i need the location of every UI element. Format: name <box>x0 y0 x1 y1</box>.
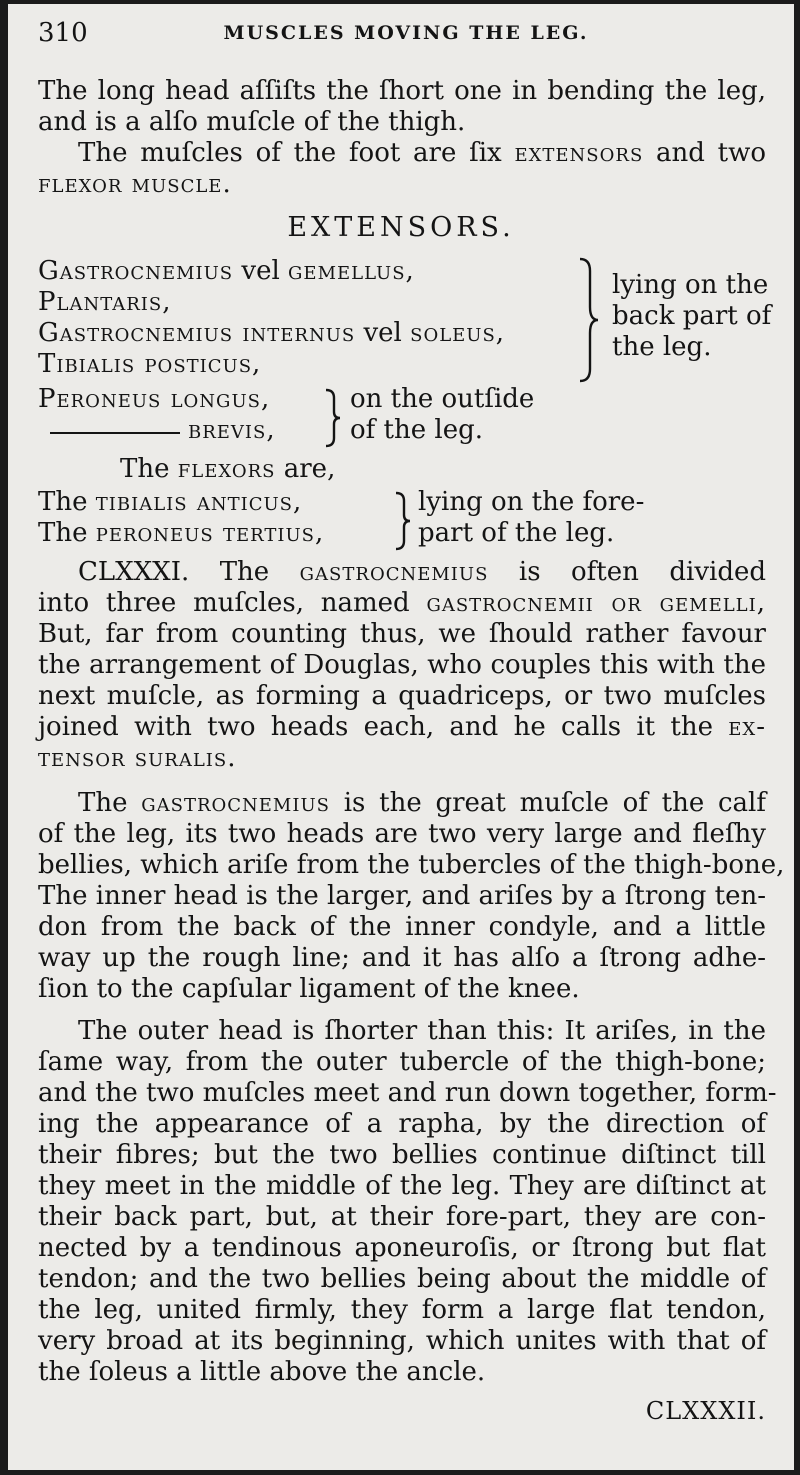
text-line: The gastrocnemius is the great muſcle of the calf <box>78 788 766 818</box>
text-line: flexor muscle. <box>38 169 232 199</box>
text-line: and the two muſcles meet and run down together, form- <box>38 1078 777 1108</box>
brace-note: part of the leg. <box>418 518 615 548</box>
section-heading-extensors: EXTENSORS. <box>287 212 515 243</box>
text-line: ſion to the capſular ligament of the knee. <box>38 974 580 1004</box>
list-item: Peroneus longus, <box>38 384 271 414</box>
book-page <box>8 4 794 1470</box>
text-line: way up the rough line; and it has alſo a ſtrong adhe- <box>38 943 766 973</box>
text-line: The inner head is the larger, and ariſes by a ſtrong ten- <box>38 881 766 911</box>
text-line: their fibres; but the two bellies continue diſtinct till <box>38 1140 766 1170</box>
text-line: CLXXXI. The gastrocnemius is often divided <box>78 557 767 587</box>
running-head: MUSCLES MOVING THE LEG. <box>223 22 589 44</box>
text-line: next muſcle, as forming a quadriceps, or two muſcles <box>38 681 766 711</box>
text-line: The long head aſſiſts the ſhort one in bending the leg, <box>38 76 766 106</box>
text-line: very broad at its beginning, which unites with that of <box>38 1326 766 1356</box>
list-item: The peroneus tertius, <box>38 518 325 548</box>
page-header <box>38 12 774 52</box>
brace-icon <box>576 257 600 383</box>
brace-note: lying on the fore- <box>418 487 645 517</box>
brace-note: on the outſide <box>350 384 535 414</box>
text-line: nected by a tendinous aponeuroſis, or ſtrong but flat <box>38 1233 766 1263</box>
text-line: and is a alſo muſcle of the thigh. <box>38 107 466 137</box>
text-line: of the leg, its two heads are two very large and fleſhy <box>38 819 766 849</box>
text-line: ſame way, from the outer tubercle of the thigh-bone; <box>38 1047 766 1077</box>
list-item: Plantaris, <box>38 287 172 317</box>
text-line: the arrangement of Douglas, who couples this with the <box>38 650 766 680</box>
text-line: joined with two heads each, and he calls it the ex- <box>38 712 767 742</box>
text-line: the leg, united firmly, they form a large flat tendon, <box>38 1295 766 1325</box>
paragraph-clxxxi <box>38 557 766 774</box>
text-line: tendon; and the two bellies being about the middle of <box>38 1264 766 1294</box>
brace-icon <box>320 388 342 448</box>
term-extensors: extensors <box>514 138 644 168</box>
intro-paragraph <box>38 76 766 200</box>
text-line: they meet in the middle of the leg. They are diſtinct at <box>38 1171 766 1201</box>
brace-note: of the leg. <box>350 415 483 445</box>
list-item: Gastrocnemius vel gemellus, <box>38 256 415 286</box>
ditto-rule <box>50 432 180 434</box>
text-line: But, far from counting thus, we ſhould rather favour <box>38 619 766 649</box>
paragraph-outer-head <box>38 1016 777 1388</box>
list-item: The tibialis anticus, <box>38 487 303 517</box>
brace-note: the leg. <box>612 332 712 362</box>
text-line: the ſoleus a little above the ancle. <box>38 1357 486 1387</box>
list-item: brevis, <box>188 415 276 445</box>
brace-note: lying on the <box>612 270 769 300</box>
text-line: don from the back of the inner condyle, and a little <box>38 912 766 942</box>
brace-note: back part of <box>612 301 772 331</box>
text-line: their back part, but, at their fore-part, they are con- <box>38 1202 766 1232</box>
text-line: The outer head is ſhorter than this: It ariſes, in the <box>78 1016 766 1046</box>
brace-icon <box>390 491 412 551</box>
text-line: bellies, which ariſe from the tubercles of the thigh-bone, <box>38 850 785 880</box>
text-line: into three muſcles, named gastrocnemii or gemelli, <box>38 588 766 618</box>
text-line: tensor suralis. <box>38 743 237 773</box>
flexors-intro: The flexors are, <box>120 454 336 484</box>
list-item: Tibialis posticus, <box>38 349 262 379</box>
paragraph-gastrocnemius <box>38 788 785 1005</box>
text-line: The muſcles of the foot are ſix extensors and two <box>78 138 767 168</box>
catchword: CLXXXII. <box>645 1397 766 1425</box>
page-number: 310 <box>38 18 88 48</box>
list-item: Gastrocnemius internus vel soleus, <box>38 318 506 348</box>
text-line: ing the appearance of a rapha, by the direction of <box>38 1109 766 1139</box>
